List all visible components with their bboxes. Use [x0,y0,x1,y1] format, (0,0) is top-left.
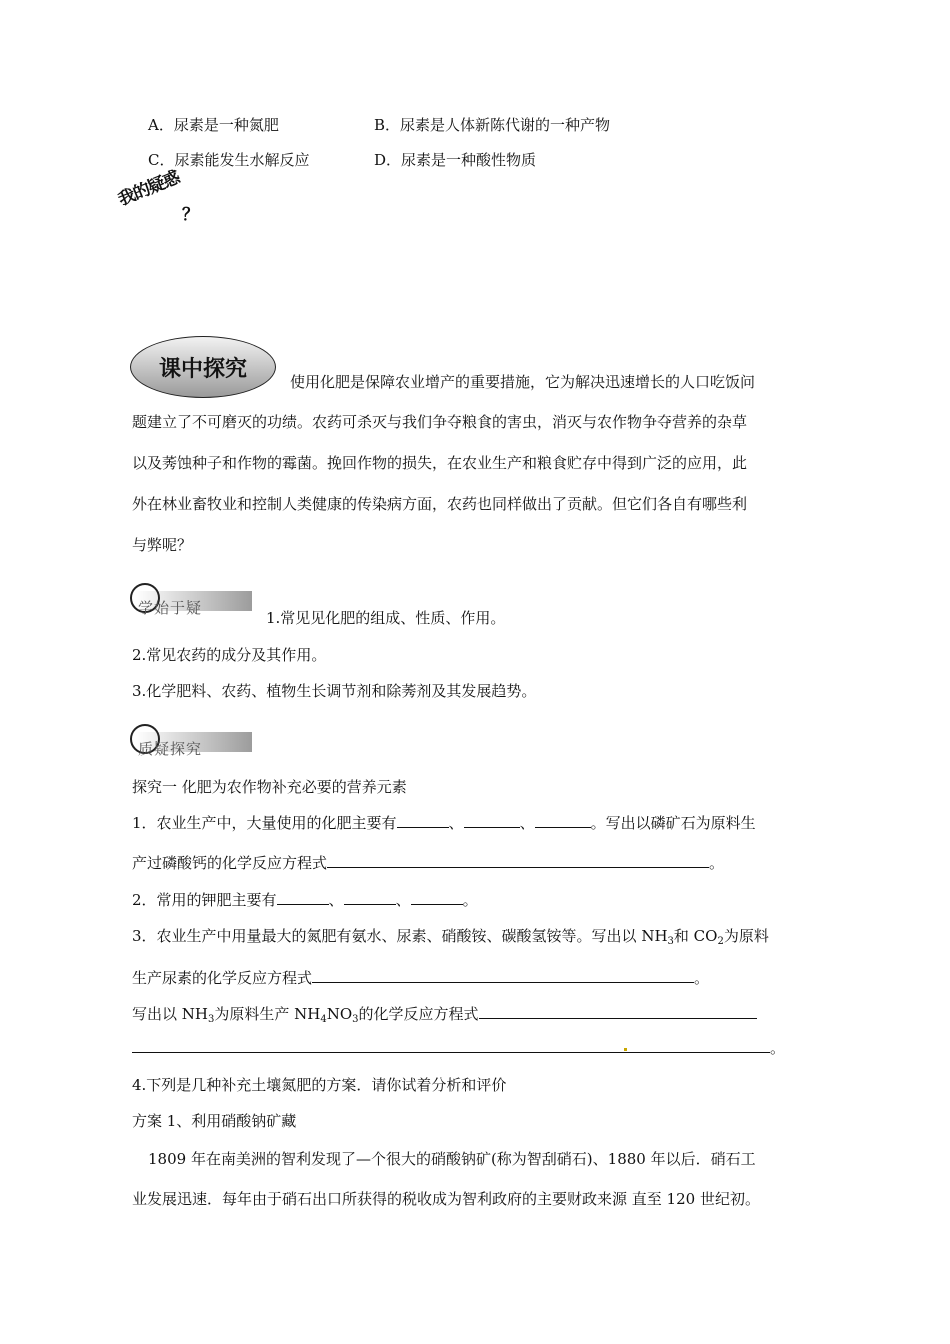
section-badge-label: 课中探究 [158,356,247,382]
stray-mark [624,1048,627,1051]
answer-blank[interactable] [397,813,449,828]
question-1: 1．农业生产中，大量使用的化肥主要有 、 、 。写出以磷矿石为原料生 [132,814,756,832]
section-header-inquiry [130,724,254,758]
answer-blank[interactable] [479,1004,757,1019]
intro-line-5: 与弊呢？ [132,536,193,554]
question-4: 4.下列是几种补充土壤氮肥的方案．请你试着分析和评价 [132,1076,507,1094]
choice-c: C．尿素能发生水解反应 [148,151,310,169]
choice-b: B．尿素是人体新陈代谢的一种产物 [374,116,611,134]
wordart-text: 我的疑惑 [115,167,183,211]
plan-1-para-line-2: 业发展迅速．每年由于硝石出口所获得的税收成为智利政府的主要财政来源 直至 120 世纪初。 [132,1190,760,1208]
question-3: 3．农业生产中用量最大的氮肥有氨水、尿素、硝酸铵、碳酸氢铵等。写出以 $NH_3$和 $CO_2$为原料 [132,927,769,947]
answer-blank[interactable] [535,813,591,828]
intro-line-4: 外在林业畜牧业和控制人类健康的传染病方面，农药也同样做出了贡献。但它们各自有哪些利 [132,495,748,513]
question-mark-icon: ？ [182,205,199,225]
answer-blank[interactable] [327,853,709,868]
answer-blank[interactable] [411,890,463,905]
my-doubts-wordart [108,160,208,225]
question-3-second-equation: 写出以 $NH_3$为原料生产 $NH_4NO_3$的化学反应方程式 [132,1004,757,1024]
answer-blank[interactable] [132,1038,770,1053]
objective-3: 3.化学肥料、农药、植物生长调节剂和除莠剂及其发展趋势。 [132,682,537,700]
answer-blank[interactable] [464,813,520,828]
question-1-equation: 产过磷酸钙的化学反应方程式 。 [132,854,725,872]
section-header-label: 学始于疑 [138,599,203,617]
explore-title: 探究一 化肥为农作物补充必要的营养元素 [132,778,407,796]
answer-blank[interactable] [277,890,329,905]
section-header-label: 质疑探究 [138,740,203,758]
section-header-doubts [130,583,254,617]
question-3-continuation: 。 [132,1038,785,1058]
plan-1-para-line-1: 1809 年在南美洲的智利发现了—个很大的硝酸钠矿(称为智刮硝石)、1880 年以后．硝石工 [148,1150,756,1168]
objective-1: 1.常见见化肥的组成、性质、作用。 [266,609,506,627]
plan-1-title: 方案 1、利用硝酸钠矿藏 [132,1112,297,1130]
objective-2: 2.常见农药的成分及其作用。 [132,646,327,664]
question-2: 2．常用的钾肥主要有 、 、 。 [132,891,478,909]
intro-line-3: 以及莠蚀种子和作物的霉菌。挽回作物的损失，在农业生产和粮食贮存中得到广泛的应用，此 [132,454,748,472]
intro-line-1: 使用化肥是保障农业增产的重要措施，它为解决迅速增长的人口吃饭问 [290,373,756,391]
choice-a: A．尿素是一种氮肥 [148,116,279,134]
answer-blank[interactable] [312,968,694,983]
intro-line-2: 题建立了不可磨灭的功绩。农药可杀灭与我们争夺粮食的害虫，消灭与农作物争夺营养的杂草 [132,413,748,431]
choice-d: D．尿素是一种酸性物质 [374,151,537,169]
answer-blank[interactable] [344,890,396,905]
section-badge [130,336,276,398]
question-3-equation: 生产尿素的化学反应方程式 。 [132,969,710,987]
